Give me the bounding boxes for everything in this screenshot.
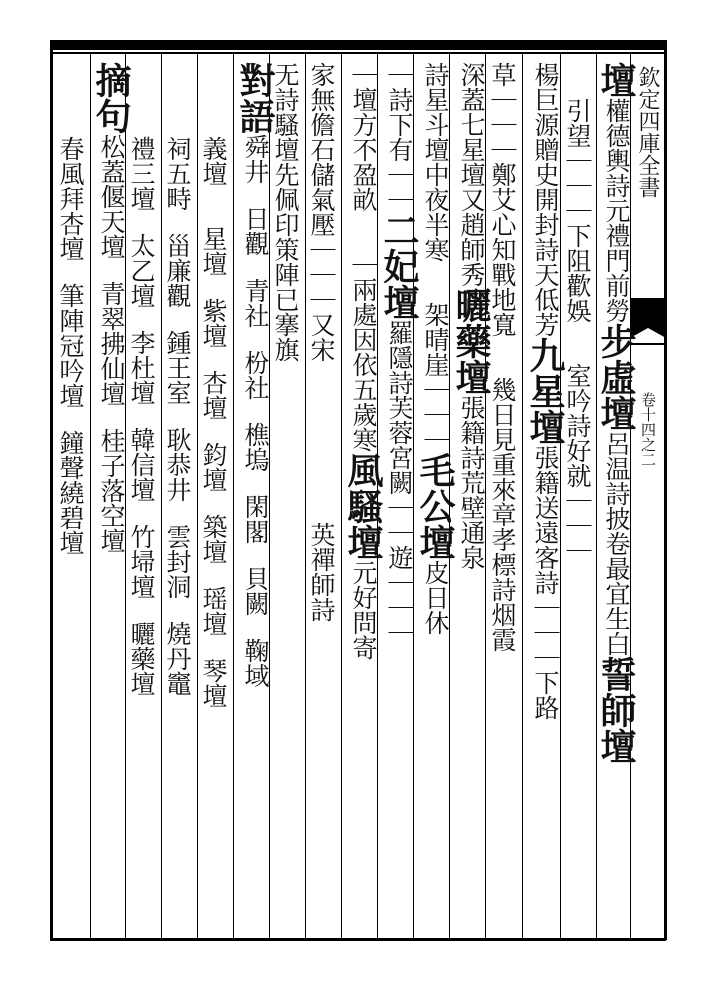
entry-text: ｜詩下有｜｜ [385,62,414,212]
pair-item: 青翠拂仙壇 [97,281,126,406]
pair-item: 鍾王室 [163,330,192,405]
pair-item: 杏壇 [199,370,228,420]
text-column-16 [58,136,83,1006]
text-column-3 [524,62,566,932]
entry-heading: 二妃壇 [378,212,420,320]
column-rule [161,54,162,938]
text-column-10 [273,62,298,932]
text-column-1 [595,62,637,932]
pair-item: 春風拜杏壇 [56,136,85,261]
pair-item: 枌社 [241,350,270,400]
entry-text: 无詩騷壇先佩印策陣已搴旗 [271,62,300,362]
entry-text: 幾日見重來章孝標詩烟霞 [488,377,517,652]
pair-item: 曬藥壇 [127,621,156,696]
entry-text: 詩星斗壇中夜半寒 [421,62,450,262]
entry-heading: 曬藥壇 [450,287,492,395]
text-column-7 [378,62,420,932]
entry-heading: 步虛壇 [595,323,637,431]
column-rule [596,54,597,938]
pair-item: 青社 [241,278,270,328]
pair-item: 星壇 [199,226,228,276]
pair-item: 雲封洞 [163,524,192,599]
entry-text: 張籍詩荒壁通泉 [457,395,486,570]
pair-item: 琴壇 [199,658,228,708]
entry-text: 張籍送遠客詩｜｜｜下路 [531,445,560,720]
pair-item: 筆陣冠吟壇 [56,283,85,408]
pair-item: 閑閣 [241,494,270,544]
top-border-inner [50,52,666,54]
entry-text: ｜壇方不盈畝 [349,62,378,212]
pair-item: 築壇 [199,514,228,564]
right-border [664,40,667,940]
book-title: 欽定四庫全書 [635,66,660,198]
pair-item: 韓信壇 [127,427,156,502]
entry-text: 皮日休 [421,560,450,635]
entry-text: 舜井 [241,134,270,184]
entry-text: 英禪師詩 [307,522,336,622]
column-rule [233,54,234,938]
pair-item: 燒丹竈 [163,621,192,696]
pair-item: 禮三壇 [127,136,156,211]
pair-item: 紫壇 [199,298,228,348]
entry-text: 家無儋石儲氣壓｜｜｜又宋 [307,62,336,362]
text-column-9 [309,62,334,932]
pair-item: 耿恭井 [163,427,192,502]
entry-text: 架晴崖｜｜｜ [421,302,450,452]
pair-item: 貝闕 [241,566,270,616]
column-rule [197,54,198,938]
entry-text: 室吟詩好就｜｜｜ [563,363,592,563]
pair-item: 樵塢 [241,422,270,472]
entry-text: 羅隱詩芙蓉宮闕｜｜ [385,320,414,545]
entry-heading: 誓師壇 [595,656,637,764]
pair-item: 鞠域 [241,638,270,688]
entry-text: 權德輿詩元禮門前勞 [602,98,631,323]
left-border [50,40,53,940]
pair-item: 鈞壇 [199,442,228,492]
text-column-15 [90,62,132,932]
pair-item: 瑶壇 [199,586,228,636]
text-column-2 [565,98,590,968]
text-column-12 [201,136,226,1006]
volume-number: 卷十四之二 [639,392,657,467]
text-column-13 [165,136,190,1006]
text-column-8 [342,62,384,932]
pair-item: 李杜壇 [127,330,156,405]
text-column-14 [129,136,154,1006]
column-rule [305,54,306,938]
text-column-11 [234,62,276,932]
pair-item: 竹埽壇 [127,524,156,599]
entry-text: ｜兩處因依五歲寒 [349,252,378,452]
pair-item: 甾廉觀 [163,233,192,308]
entry-text: 呂温詩披卷最宜生白 [602,431,631,656]
entry-heading: 風騷壇 [342,452,384,560]
entry-heading: 毛公壇 [414,452,456,560]
text-column-6 [414,62,456,932]
column-rule [522,54,523,938]
text-column-5 [450,62,492,932]
pair-item: 日觀 [241,206,270,256]
text-column-4 [490,62,515,932]
section-heading: 對語 [234,62,276,134]
column-rule [90,54,91,938]
pair-item: 祠五畤 [163,136,192,211]
entry-text: 遊｜｜｜ [385,545,414,645]
pair-item: 義壇 [199,136,228,186]
top-border [50,40,666,50]
entry-text: 草｜｜｜鄭艾心知戰地寬 [488,62,517,337]
section-heading: 摘句 [90,62,132,134]
entry-heading: 壇 [595,62,637,98]
entry-text: 深蓋七星壇又趙師秀 [457,62,486,287]
pair-item: 桂子落空壇 [97,428,126,553]
pair-item: 松蓋偃天壇 [97,134,126,259]
entry-text: 楊巨源贈史開封詩天低芳 [531,62,560,337]
pair-item: 太乙壇 [127,233,156,308]
pair-item: 鐘聲繞碧壇 [56,430,85,555]
entry-text: 元好問寄 [349,560,378,660]
entry-text: 引望｜｜｜下阻歡娛 [563,98,592,323]
entry-heading: 九星壇 [524,337,566,445]
